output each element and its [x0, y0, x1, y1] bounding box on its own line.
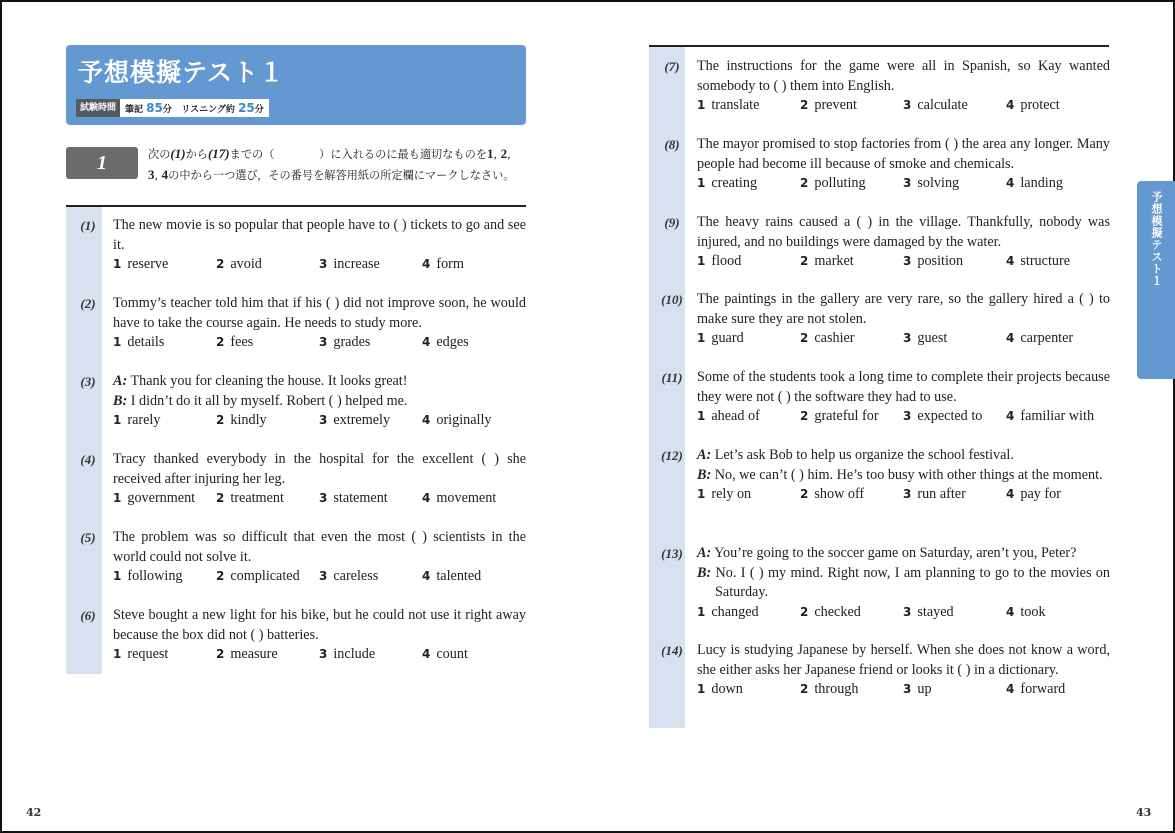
answer-option[interactable] — [422, 255, 525, 275]
answer-option[interactable] — [1006, 680, 1109, 700]
option-text: count — [436, 646, 468, 662]
dialogue-text: I didn’t do it all by myself. Robert ( ) helped me. — [130, 392, 408, 409]
answer-option[interactable] — [422, 333, 525, 353]
option-number: 2 — [800, 254, 809, 268]
option-number: 2 — [216, 257, 225, 271]
instr-num: 4 — [161, 167, 169, 182]
answer-option[interactable] — [697, 96, 800, 116]
option-number: 1 — [113, 569, 122, 583]
question-item — [661, 368, 1110, 427]
question-item — [80, 216, 526, 275]
option-text: rely on — [711, 486, 752, 502]
option-number: 4 — [1006, 98, 1015, 112]
option-number: 2 — [800, 176, 809, 190]
option-number: 1 — [697, 487, 706, 501]
option-number: 4 — [1006, 254, 1015, 268]
speaker-label: A: — [697, 447, 712, 463]
option-number: 4 — [1006, 331, 1015, 345]
question-number: (12) — [661, 448, 683, 463]
answer-option[interactable] — [1006, 603, 1109, 623]
option-number: 2 — [216, 569, 225, 583]
answer-option[interactable] — [697, 407, 800, 427]
question-number: (2) — [80, 296, 96, 311]
question-stem: The heavy rains caused a ( ) in the village. Thankfully, nobody was injured, and no buildings were damaged by the water. — [697, 214, 1110, 250]
question-stem: Lucy is studying Japanese by herself. When she does not know a word, she either asks her Japanese friend or looks it ( ) in a dictionary. — [697, 642, 1110, 678]
instr-text: 次の — [148, 148, 171, 161]
question-number: (9) — [664, 215, 680, 230]
question-stem: Some of the students took a long time to complete their projects because they were not ( ) the software they had to use. — [697, 369, 1110, 405]
option-number: 2 — [800, 409, 809, 423]
instr-num: 1 — [486, 146, 494, 161]
answer-option[interactable] — [319, 567, 422, 587]
exam-time-row — [76, 99, 269, 117]
answer-option[interactable] — [800, 329, 903, 349]
option-text: prevent — [814, 97, 857, 113]
answer-option[interactable] — [422, 411, 525, 431]
listening-label: リスニング約 — [181, 105, 235, 115]
question-number: (10) — [661, 292, 683, 307]
option-text: statement — [333, 490, 388, 506]
answer-options — [697, 680, 1110, 700]
question-stem: The problem was so difficult that even the most ( ) scientists in the world could not solve it. — [113, 529, 526, 565]
question-item — [80, 372, 526, 431]
answer-option[interactable] — [800, 252, 903, 272]
question-number: (3) — [80, 374, 96, 389]
option-number: 2 — [800, 331, 809, 345]
side-index-tab[interactable] — [1137, 181, 1175, 379]
answer-option[interactable] — [697, 329, 800, 349]
question-item — [664, 57, 1110, 116]
test-title-box — [66, 45, 526, 125]
dialogue-line — [697, 446, 1110, 466]
answer-option[interactable] — [319, 333, 422, 353]
answer-option[interactable] — [319, 411, 422, 431]
section-number-badge: 1 — [66, 147, 138, 179]
question-item — [661, 446, 1110, 505]
answer-option[interactable] — [1006, 96, 1109, 116]
answer-option[interactable] — [697, 174, 800, 194]
exam-time-values — [120, 99, 269, 117]
answer-option[interactable] — [216, 567, 319, 587]
answer-option[interactable] — [113, 567, 216, 587]
section-rule-left — [66, 205, 526, 207]
option-text: run after — [917, 486, 966, 502]
question-item — [664, 135, 1110, 194]
option-number: 1 — [113, 257, 122, 271]
option-text: extremely — [333, 412, 391, 428]
option-number: 1 — [697, 254, 706, 268]
option-text: checked — [814, 603, 861, 620]
instr-num: 2 — [500, 146, 508, 161]
question-item — [664, 213, 1110, 272]
option-number: 2 — [800, 487, 809, 501]
question-number: (6) — [80, 608, 96, 623]
answer-option[interactable] — [113, 489, 216, 509]
answer-options — [697, 603, 1110, 623]
answer-option[interactable] — [697, 603, 800, 623]
instr-text: の中から一つ選び，その番号を解答用紙の所定欄にマークしなさい。 — [168, 169, 515, 182]
option-text: guest — [917, 330, 948, 346]
answer-option[interactable] — [903, 680, 1006, 700]
dialogue-line — [697, 564, 1110, 603]
answer-option[interactable] — [800, 174, 903, 194]
option-text: polluting — [814, 175, 866, 191]
answer-option[interactable] — [1006, 252, 1109, 272]
option-number: 3 — [903, 682, 912, 696]
question-item — [80, 450, 526, 509]
answer-option[interactable] — [800, 680, 903, 700]
option-number: 3 — [903, 604, 912, 619]
option-number: 1 — [697, 176, 706, 190]
answer-option[interactable] — [1006, 485, 1109, 505]
question-item — [80, 528, 526, 587]
option-text: request — [127, 646, 169, 662]
option-number: 3 — [903, 409, 912, 423]
answer-option[interactable] — [1006, 329, 1109, 349]
answer-option[interactable] — [319, 489, 422, 509]
answer-option[interactable] — [903, 96, 1006, 116]
option-number: 4 — [422, 647, 431, 661]
option-number: 3 — [319, 647, 328, 661]
option-number: 1 — [697, 98, 706, 112]
answer-options — [113, 567, 526, 587]
option-text: down — [711, 681, 743, 697]
dialogue-line — [113, 372, 526, 392]
answer-options — [113, 255, 526, 275]
option-text: calculate — [917, 97, 968, 113]
option-text: kindly — [230, 412, 267, 428]
option-number: 3 — [903, 487, 912, 501]
dialogue-line — [697, 544, 1110, 564]
option-text: market — [814, 253, 854, 269]
option-text: government — [127, 490, 196, 506]
option-number: 4 — [1006, 176, 1015, 190]
option-number: 4 — [422, 257, 431, 271]
option-text: position — [917, 253, 964, 269]
answer-option[interactable] — [800, 407, 903, 427]
answer-option[interactable] — [422, 645, 525, 665]
instr-sep: , — [154, 169, 162, 182]
answer-option[interactable] — [216, 411, 319, 431]
instr-sep: , — [507, 148, 511, 161]
option-number: 3 — [319, 257, 328, 271]
option-number: 1 — [113, 335, 122, 349]
option-text: changed — [711, 603, 759, 620]
option-number: 3 — [903, 254, 912, 268]
question-number: (11) — [661, 370, 683, 385]
answer-options — [697, 174, 1110, 194]
option-number: 3 — [903, 98, 912, 112]
option-text: avoid — [230, 256, 262, 272]
option-text: grateful for — [814, 408, 879, 424]
answer-option[interactable] — [1006, 174, 1109, 194]
page-number-right: 43 — [1136, 806, 1152, 819]
side-tab-label: 予想模擬テスト１ — [1150, 191, 1163, 287]
question-number: (8) — [664, 137, 680, 152]
answer-options — [697, 407, 1110, 427]
option-number: 3 — [319, 569, 328, 583]
option-text: treatment — [230, 490, 284, 506]
question-number: (1) — [80, 218, 96, 233]
question-item — [80, 606, 526, 665]
option-number: 4 — [1006, 682, 1015, 696]
instr-ref: (1) — [170, 146, 186, 161]
option-number: 2 — [216, 413, 225, 427]
option-text: guard — [711, 330, 744, 346]
speaker-label: B: — [697, 564, 712, 581]
answer-option[interactable] — [113, 411, 216, 431]
answer-option[interactable] — [216, 645, 319, 665]
option-text: form — [436, 256, 464, 272]
answer-options — [113, 333, 526, 353]
section-rule-right — [649, 45, 1109, 47]
dialogue-line — [697, 466, 1110, 486]
question-stem: Steve bought a new light for his bike, but he could not use it right away because the box did not ( ) batteries. — [113, 607, 526, 643]
answer-option[interactable] — [319, 255, 422, 275]
answer-option[interactable] — [216, 255, 319, 275]
listening-unit: 分 — [254, 105, 264, 115]
option-text: cashier — [814, 330, 855, 346]
answer-options — [113, 489, 526, 509]
question-number: (13) — [661, 546, 683, 561]
page-number-left: 42 — [26, 806, 42, 819]
option-text: flood — [711, 253, 742, 269]
speaker-label: A: — [697, 545, 712, 561]
answer-option[interactable] — [903, 252, 1006, 272]
answer-options — [697, 485, 1110, 505]
speaker-label: A: — [113, 373, 128, 389]
answer-option[interactable] — [697, 485, 800, 505]
option-number: 1 — [113, 413, 122, 427]
dialogue-text: No. I ( ) my mind. Right now, I am planning to go to the movies on Saturday. — [715, 564, 1110, 600]
option-text: through — [814, 681, 859, 697]
option-number: 3 — [319, 413, 328, 427]
option-text: creating — [711, 175, 758, 191]
answer-option[interactable] — [903, 407, 1006, 427]
option-number: 4 — [1006, 604, 1015, 619]
question-stem: The paintings in the gallery are very rare, so the gallery hired a ( ) to make sure they are not stolen. — [697, 291, 1110, 327]
answer-option[interactable] — [903, 329, 1006, 349]
option-text: originally — [436, 412, 492, 428]
speaker-label: B: — [697, 466, 712, 483]
option-text: reserve — [127, 256, 169, 272]
option-number: 1 — [697, 331, 706, 345]
option-number: 4 — [1006, 409, 1015, 423]
dialogue-text: Let’s ask Bob to help us organize the school festival. — [714, 447, 1014, 463]
answer-options — [697, 96, 1110, 116]
dialogue-line — [113, 392, 526, 412]
question-number: (7) — [664, 59, 680, 74]
option-text: ahead of — [711, 408, 760, 424]
option-number: 3 — [319, 491, 328, 505]
answer-options — [113, 645, 526, 665]
answer-option[interactable] — [113, 333, 216, 353]
number-band-left — [66, 207, 102, 674]
option-text: rarely — [127, 412, 161, 428]
option-number: 1 — [113, 647, 122, 661]
answer-option[interactable] — [903, 485, 1006, 505]
option-text: familiar with — [1020, 408, 1095, 424]
option-text: structure — [1020, 253, 1070, 269]
option-number: 1 — [697, 682, 706, 696]
option-text: careless — [333, 568, 379, 584]
instr-text: から — [185, 148, 208, 161]
option-text: talented — [436, 568, 482, 584]
dialogue-text: Thank you for cleaning the house. It looks great! — [130, 373, 408, 389]
option-text: translate — [711, 97, 760, 113]
option-text: fees — [230, 334, 254, 350]
question-item — [661, 544, 1110, 622]
option-number: 1 — [697, 604, 706, 619]
answer-options — [697, 252, 1110, 272]
option-text: following — [127, 568, 183, 584]
option-text: increase — [333, 256, 380, 272]
answer-option[interactable] — [697, 680, 800, 700]
option-number: 1 — [697, 409, 706, 423]
answer-option[interactable] — [319, 645, 422, 665]
question-stem: The mayor promised to stop factories from ( ) the area any longer. Many people had become ill because of smoke and chemicals. — [697, 136, 1110, 172]
answer-option[interactable] — [800, 485, 903, 505]
option-number: 1 — [113, 491, 122, 505]
option-text: forward — [1020, 681, 1066, 697]
writing-unit: 分 — [162, 105, 172, 115]
test-title: 予想模擬テスト１ — [78, 58, 286, 87]
question-stem: The instructions for the game were all in Spanish, so Kay wanted somebody to ( ) them into English. — [697, 58, 1110, 94]
question-item — [661, 290, 1110, 349]
answer-option[interactable] — [113, 255, 216, 275]
dialogue-text: No, we can’t ( ) him. He’s too busy with other things at the moment. — [714, 466, 1103, 483]
question-item — [661, 641, 1110, 700]
option-text: expected to — [917, 408, 983, 424]
answer-option[interactable] — [1006, 407, 1109, 427]
instr-ref: (17) — [207, 146, 230, 161]
dialogue-text: You’re going to the soccer game on Saturday, aren’t you, Peter? — [714, 545, 1077, 561]
answer-option[interactable] — [800, 603, 903, 623]
section-instructions — [148, 144, 533, 186]
option-text: carpenter — [1020, 330, 1074, 346]
answer-option[interactable] — [800, 96, 903, 116]
answer-option[interactable] — [216, 333, 319, 353]
option-number: 2 — [800, 682, 809, 696]
question-item — [80, 294, 526, 353]
option-text: up — [917, 681, 932, 697]
option-text: edges — [436, 334, 469, 350]
answer-options — [113, 411, 526, 431]
answer-option[interactable] — [422, 567, 525, 587]
option-text: movement — [436, 490, 497, 506]
answer-option[interactable] — [113, 645, 216, 665]
question-number: (5) — [80, 530, 96, 545]
option-number: 2 — [800, 98, 809, 112]
option-number: 4 — [422, 491, 431, 505]
answer-option[interactable] — [216, 489, 319, 509]
option-text: include — [333, 646, 376, 662]
option-text: details — [127, 334, 165, 350]
option-number: 3 — [903, 176, 912, 190]
answer-option[interactable] — [903, 174, 1006, 194]
answer-options — [697, 329, 1110, 349]
question-stem: Tommy’s teacher told him that if his ( ) did not improve soon, he would have to take the course again. He needs to study more. — [113, 295, 526, 331]
option-text: landing — [1020, 175, 1063, 191]
exam-time-label: 試験時間 — [76, 99, 120, 117]
option-number: 2 — [216, 491, 225, 505]
answer-option[interactable] — [422, 489, 525, 509]
writing-label: 筆記 — [125, 105, 144, 115]
option-number: 4 — [422, 569, 431, 583]
option-number: 4 — [1006, 487, 1015, 501]
option-text: solving — [917, 175, 960, 191]
option-text: protect — [1020, 97, 1060, 113]
option-text: show off — [814, 486, 865, 502]
instr-text: までの（ ）に入れるのに最も適切なものを — [229, 148, 487, 161]
speaker-label: B: — [113, 392, 128, 409]
answer-option[interactable] — [697, 252, 800, 272]
option-text: took — [1020, 603, 1046, 620]
writing-minutes: 85 — [146, 101, 163, 115]
question-number: (14) — [661, 643, 683, 658]
instr-sep: , — [493, 148, 501, 161]
listening-minutes: 25 — [238, 101, 255, 115]
option-number: 2 — [800, 604, 809, 619]
option-number: 3 — [903, 331, 912, 345]
question-stem: Tracy thanked everybody in the hospital for the excellent ( ) she received after injuring her leg. — [113, 451, 526, 487]
instr-num: 3 — [148, 167, 155, 182]
option-text: grades — [333, 334, 371, 350]
option-text: complicated — [230, 568, 300, 584]
option-number: 4 — [422, 413, 431, 427]
option-number: 2 — [216, 647, 225, 661]
option-text: pay for — [1020, 486, 1061, 502]
answer-option[interactable] — [903, 603, 1006, 623]
question-number: (4) — [80, 452, 96, 467]
option-number: 2 — [216, 335, 225, 349]
question-stem: The new movie is so popular that people have to ( ) tickets to go and see it. — [113, 217, 526, 253]
option-number: 4 — [422, 335, 431, 349]
option-text: stayed — [917, 603, 954, 620]
option-text: measure — [230, 646, 278, 662]
option-number: 3 — [319, 335, 328, 349]
